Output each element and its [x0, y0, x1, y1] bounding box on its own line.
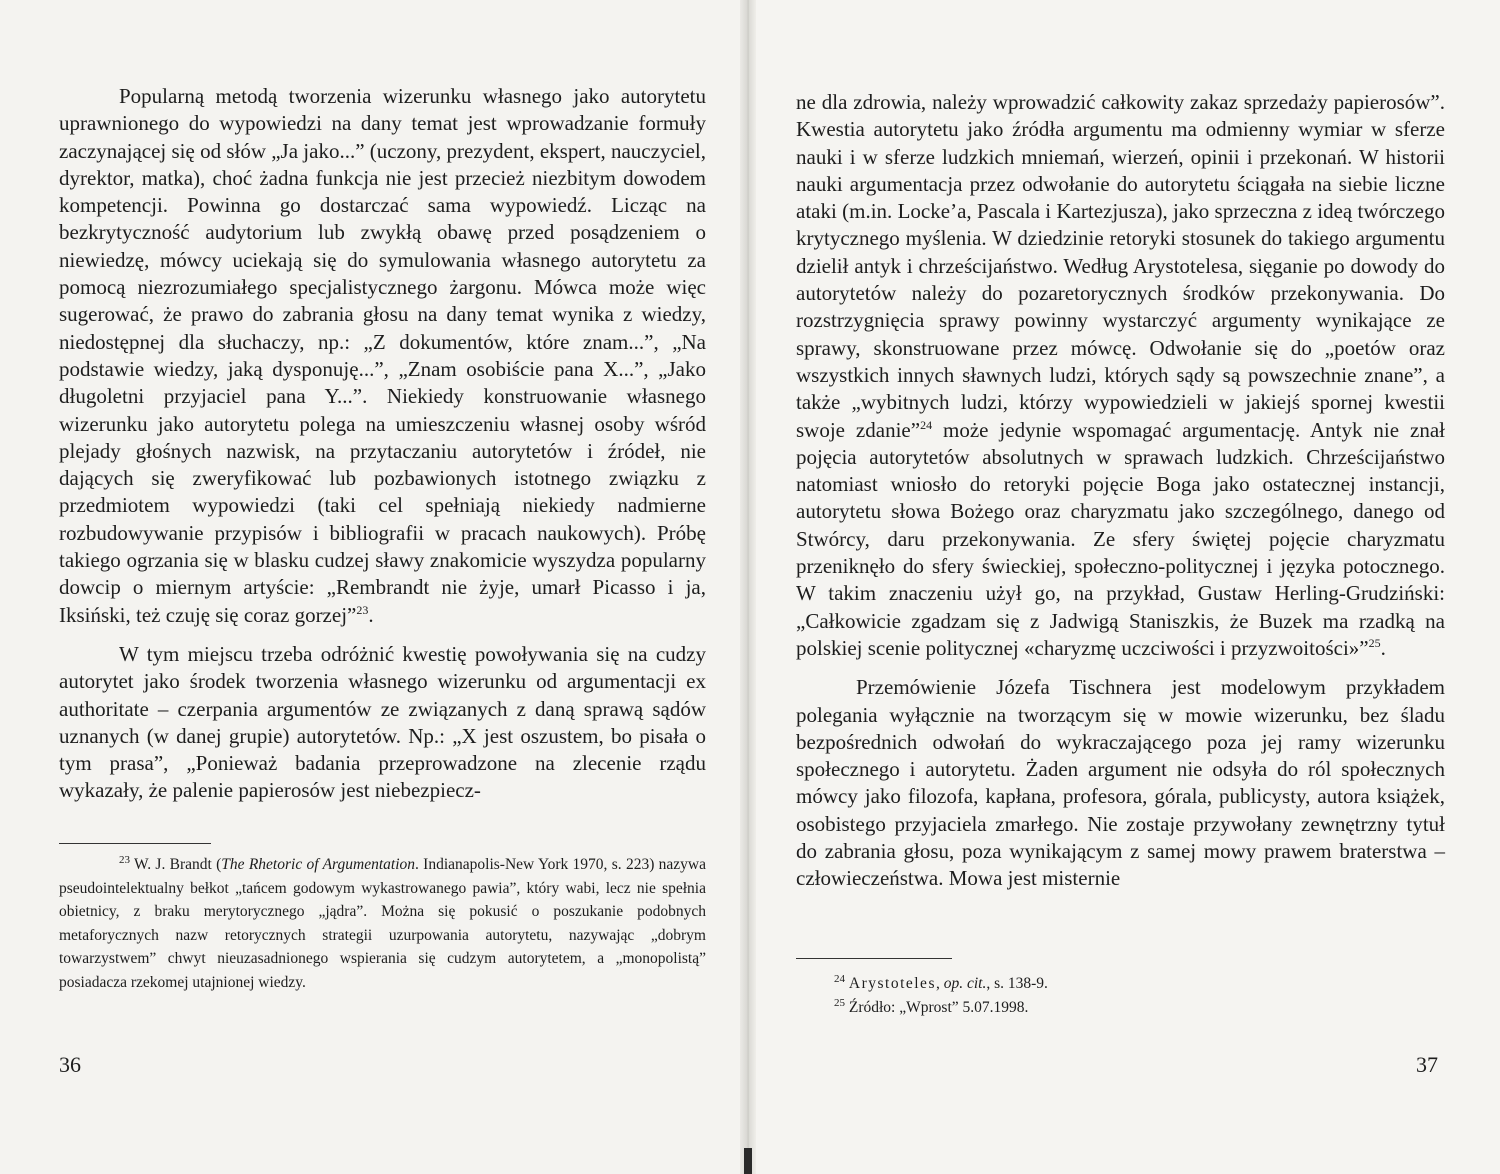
- footnote-citation: op. cit.: [943, 975, 987, 992]
- footnote-source: Źródło: „Wprost” 5.07.1998.: [848, 998, 1029, 1016]
- left-paragraph-1-end: .: [368, 602, 374, 627]
- left-paragraph-1: [59, 83, 706, 629]
- page-number-right: 37: [1416, 1052, 1438, 1077]
- right-footnotes: [834, 972, 1434, 1019]
- right-paragraph-1-text: ne dla zdrowia, należy wprowadzić całkowity zakaz sprzedaży papierosów”. Kwestia autorytetu jako źródła argumentu ma odmienny wymiar w sferze nauki i w sferze ludzkich mniemań, wierzeń, opinii i przekonań. W historii nauki argumentacja przez odwołanie do autorytetu ściągała na siebie liczne ataki (m.in. Locke’a, Pascala i Kartezjusza), jako sprzeczna z ideą twórczego krytycznego myślenia. W dziedzinie retoryki stosunek do takiego argumentu dzielił antyk i chrześcijaństwo. Według Arystotelesa, sięganie po dowody do autorytetów należy do pozaretorycznych środków przekonywania. Do rozstrzygnięcia sprawy powinny wystarczyć argumenty wynikające ze sprawy, skonstruowane przez mówcę. Odwołanie się do „poetów oraz wszystkich innych sławnych ludzi, których sądy są powszechnie znane”, a także „wybitnych ludzi, którzy wypowiedzieli w jakiejś spornej kwestii swoje zdanie”: [796, 90, 1445, 442]
- footnote-24: $^{24}$ Arystoteles, op. cit., s. 138-9.: [834, 972, 1048, 992]
- gutter-mark: [744, 1148, 752, 1174]
- footnote-number: 24: [834, 972, 845, 985]
- footnote-ref-25[interactable]: 25: [1368, 635, 1381, 650]
- left-page: [0, 0, 748, 1174]
- right-paragraph-1-cont: może jedynie wspomagać argumentację. Antyk nie znał pojęcia autorytetów absolutnych w sprawach ludzkich. Chrześcijaństwo natomiast wniosło do retoryki pojęcie Boga jako ostatecznej instancji, autorytetu słowa Bożego oraz charyzmatu jako szczególnego, danego od Stwórcy, daru przekonywania. Ze sfery świętej pojęcie charyzmatu przeniknęło do sfery świeckiej, społeczno-politycznej i języka potocznego. W takim znaczeniu użył go, na przykład, Gustaw Herling-Grudziński: „Całkowicie zgadzam się z Jadwigą Staniszkis, że Buzek ma rzadką na polskiej scenie politycznej «charyzmę uczciwości i przyzwoitości»”: [796, 417, 1445, 660]
- left-footnotes: [59, 853, 706, 994]
- left-paragraph-1-text: Popularną metodą tworzenia wizerunku własnego jako autorytetu uprawnionego do wypowiedzi na dany temat jest wprowadzanie formuły zaczynającej się od słów „Ja jako...” (uczony, prezydent, ekspert, nauczyciel, dyrektor, matka), choć żadna funkcja nie jest przecież niezbitym dowodem kompetencji. Powinna go dostarczać sama wypowiedź. Licząc na bezkrytyczność audytorium lub zwykłą obawę przed posądzeniem o niewiedzę, mówcy uciekają się do symulowania własnego autorytetu za pomocą niezrozumiałego specjalistycznego żargonu. Mówca może więc sugerować, że prawo do zabrania głosu na dany temat wynika z wiedzy, niedostępnej dla słuchaczy, np.: „Z dokumentów, które znam...”, „Na podstawie wiedzy, jaką dysponuję...”, „Znam osobiście pana X...”, „Jako długoletni przyjaciel pana Y...”. Niekiedy konstruowanie własnego wizerunku jako autorytetu polega na umieszczeniu własnej osoby wśród plejady głośnych nazwisk, na przytaczaniu autorytetów i źródeł, nie dających się zweryfikować lub pozbawionych istotnego związku z przedmiotem wypowiedzi (taki cel spełniają niekiedy nadmierne rozbudowywanie przypisów i bibliografii w pracach naukowych). Próbę takiego ogrzania się w blasku cudzej sławy znakomicie wyszydza popularny dowcip o miernym artyście: „Rembrandt nie żyje, umarł Picasso i ja, Iksiński, też czuję się coraz gorzej”: [59, 84, 707, 627]
- book-gutter: [740, 0, 756, 1174]
- left-footnote-rule: [59, 843, 211, 844]
- page-number-left: 36: [59, 1052, 81, 1077]
- footnote-number: 23: [119, 853, 130, 866]
- footnote-number: 25: [834, 996, 845, 1009]
- left-paragraph-2: W tym miejscu trzeba odróżnić kwestię powoływania się na cudzy autorytet jako środek tworzenia własnego wizerunku od argumentacji ex authoritate – czerpania argumentów ze związanych z daną sprawą sądów uznanych (w danej grupie) autorytetów. Np.: „X jest oszustem, bo pisała o tym prasa”, „Ponieważ badania przeprowadzone na zlecenie rządu wykazały, że palenie papierosów jest niebezpiecz-: [59, 641, 706, 803]
- right-page: [748, 0, 1500, 1174]
- right-paragraph-1-end: .: [1380, 635, 1386, 660]
- footnote-25: [834, 996, 1434, 1020]
- right-body-text: [796, 89, 1445, 893]
- right-paragraph-2: Przemówienie Józefa Tischnera jest modelowym przykładem polegania wyłącznie na tworzącym się w mowie wizerunku, bez śladu bezpośrednich odwołań do wykraczającego poza jej ramy wizerunku społecznego i autorytetu. Żaden argument nie odsyła do ról społecznych mówcy jako filozofa, kapłana, profesora, górala, publicysty, autora książek, osobistego przyjaciela zmarłego. Nie zostaje przywołany zewnętrzny tytuł do zabrania głosu, poza wynikającym z samej mowy prawem braterstwa – człowieczeństwa. Mowa jest misternie: [796, 675, 1445, 891]
- footnote-23: [59, 853, 706, 994]
- footnote-author: W. J. Brandt (: [134, 856, 222, 873]
- right-footnote-rule: [796, 958, 952, 959]
- footnote-ref-23[interactable]: 23: [356, 602, 369, 617]
- footnote-pages: , s. 138-9.: [986, 975, 1048, 992]
- left-body-text: [59, 83, 706, 805]
- footnote-title: The Rhetoric of Argumentation: [221, 856, 415, 873]
- right-paragraph-1: [796, 89, 1445, 662]
- footnote-ref-24[interactable]: 24: [920, 417, 933, 432]
- footnote-author: Arystoteles: [848, 975, 936, 992]
- footnote-text: . Indianapolis-New York 1970, s. 223) nazywa pseudointelektualny bełkot „tańcem godowym wykastrowanego pawia”, który wabi, lecz nie spełnia obietnicy, z braku merytorycznego „jądra”. Można się pokusić o poszukanie podobnych metaforycznych nazw retorycznych strategii uzurpowania autorytetu, nazywając „dobrym towarzystwem” chwyt nieuzasadnionego wspierania się cudzym autorytetem, a „monopolistą” posiadacza rzekomej utajnionej wiedzy.: [59, 856, 706, 991]
